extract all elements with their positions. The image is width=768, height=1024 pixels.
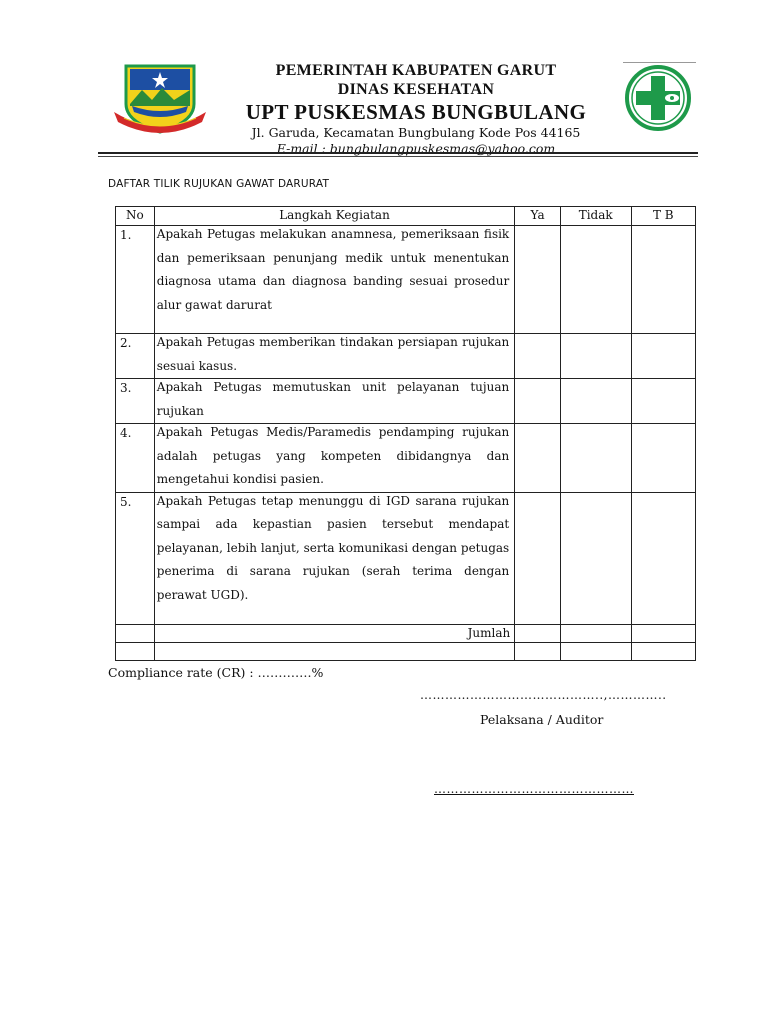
document-title: DAFTAR TILIK RUJUKAN GAWAT DARURAT <box>108 178 330 190</box>
cell-tidak[interactable] <box>560 334 631 379</box>
letterhead-government: PEMERINTAH KABUPATEN GARUT <box>275 62 557 79</box>
row-step-text: Apakah Petugas Medis/Paramedis pendamping rujukan adalah petugas yang kompeten dibidangnya dan mengetahui kondisi pasien. <box>156 425 510 486</box>
blank-cell[interactable] <box>515 642 561 660</box>
header-tb: T B <box>631 207 695 226</box>
total-ya[interactable] <box>515 624 561 642</box>
table-row <box>116 226 696 334</box>
total-no-cell <box>116 624 155 642</box>
table-row <box>116 492 696 624</box>
cell-ya[interactable] <box>515 379 561 424</box>
row-step-text: Apakah Petugas memberikan tindakan persiapan rujukan sesuai kasus. <box>156 335 510 373</box>
table-row <box>116 334 696 379</box>
blank-cell <box>116 642 155 660</box>
total-label: Jumlah <box>154 624 514 642</box>
garut-regency-logo <box>112 60 208 138</box>
cell-tidak[interactable] <box>560 379 631 424</box>
signature-name-line: ………………………………………… <box>434 782 634 796</box>
cell-tb[interactable] <box>631 226 695 334</box>
letterhead-email: E-mail : bungbulangpuskesmas@yahoo.com <box>276 141 556 156</box>
row-step <box>154 334 514 379</box>
blank-row <box>116 642 696 660</box>
cell-tb[interactable] <box>631 492 695 624</box>
letterhead-institution: UPT PUSKESMAS BUNGBULANG <box>245 100 587 124</box>
cell-tidak[interactable] <box>560 226 631 334</box>
cell-tb[interactable] <box>631 424 695 493</box>
blank-cell[interactable] <box>631 642 695 660</box>
auditor-role: Pelaksana / Auditor <box>480 712 604 727</box>
table-row <box>116 424 696 493</box>
letterhead-department: DINAS KESEHATAN <box>337 81 495 98</box>
puskesmas-logo <box>623 62 693 132</box>
place-date-line: ……………………………………..,………….. <box>420 688 667 702</box>
row-step-text: Apakah Petugas melakukan anamnesa, pemeriksaan fisik dan pemeriksaan penunjang medik untuk menentukan diagnosa utama dan diagnosa banding sesuai prosedur alur gawat darurat <box>156 227 510 312</box>
letterhead <box>214 61 618 156</box>
row-number: 4. <box>116 424 155 493</box>
checklist-table <box>115 206 696 661</box>
total-tidak[interactable] <box>560 624 631 642</box>
compliance-rate: Compliance rate (CR) : ………….% <box>108 665 324 680</box>
row-step-text: Apakah Petugas memutuskan unit pelayanan tujuan rujukan <box>156 380 510 418</box>
total-row <box>116 624 696 642</box>
header-tidak: Tidak <box>560 207 631 226</box>
total-tb[interactable] <box>631 624 695 642</box>
cell-tb[interactable] <box>631 334 695 379</box>
cell-tidak[interactable] <box>560 424 631 493</box>
letterhead-rule-thick <box>98 152 698 154</box>
header-step: Langkah Kegiatan <box>154 207 514 226</box>
cell-tidak[interactable] <box>560 492 631 624</box>
row-step <box>154 492 514 624</box>
cell-ya[interactable] <box>515 424 561 493</box>
blank-cell <box>154 642 514 660</box>
row-step-text: Apakah Petugas tetap menunggu di IGD sarana rujukan sampai ada kepastian pasien tersebut mendapat pelayanan, lebih lanjut, serta komunikasi dengan petugas penerima di sarana rujukan (serah terima dengan perawat UGD). <box>156 493 510 602</box>
row-step <box>154 226 514 334</box>
row-number: 2. <box>116 334 155 379</box>
blank-cell[interactable] <box>560 642 631 660</box>
cell-ya[interactable] <box>515 492 561 624</box>
cell-tb[interactable] <box>631 379 695 424</box>
row-number: 1. <box>116 226 155 334</box>
row-step <box>154 424 514 493</box>
letterhead-rule-thin <box>98 156 698 157</box>
header-no: No <box>116 207 155 226</box>
table-row <box>116 379 696 424</box>
cell-ya[interactable] <box>515 334 561 379</box>
letterhead-address: Jl. Garuda, Kecamatan Bungbulang Kode Pos 44165 <box>251 125 581 140</box>
row-step <box>154 379 514 424</box>
row-number: 3. <box>116 379 155 424</box>
header-ya: Ya <box>515 207 561 226</box>
row-number: 5. <box>116 492 155 624</box>
cell-ya[interactable] <box>515 226 561 334</box>
